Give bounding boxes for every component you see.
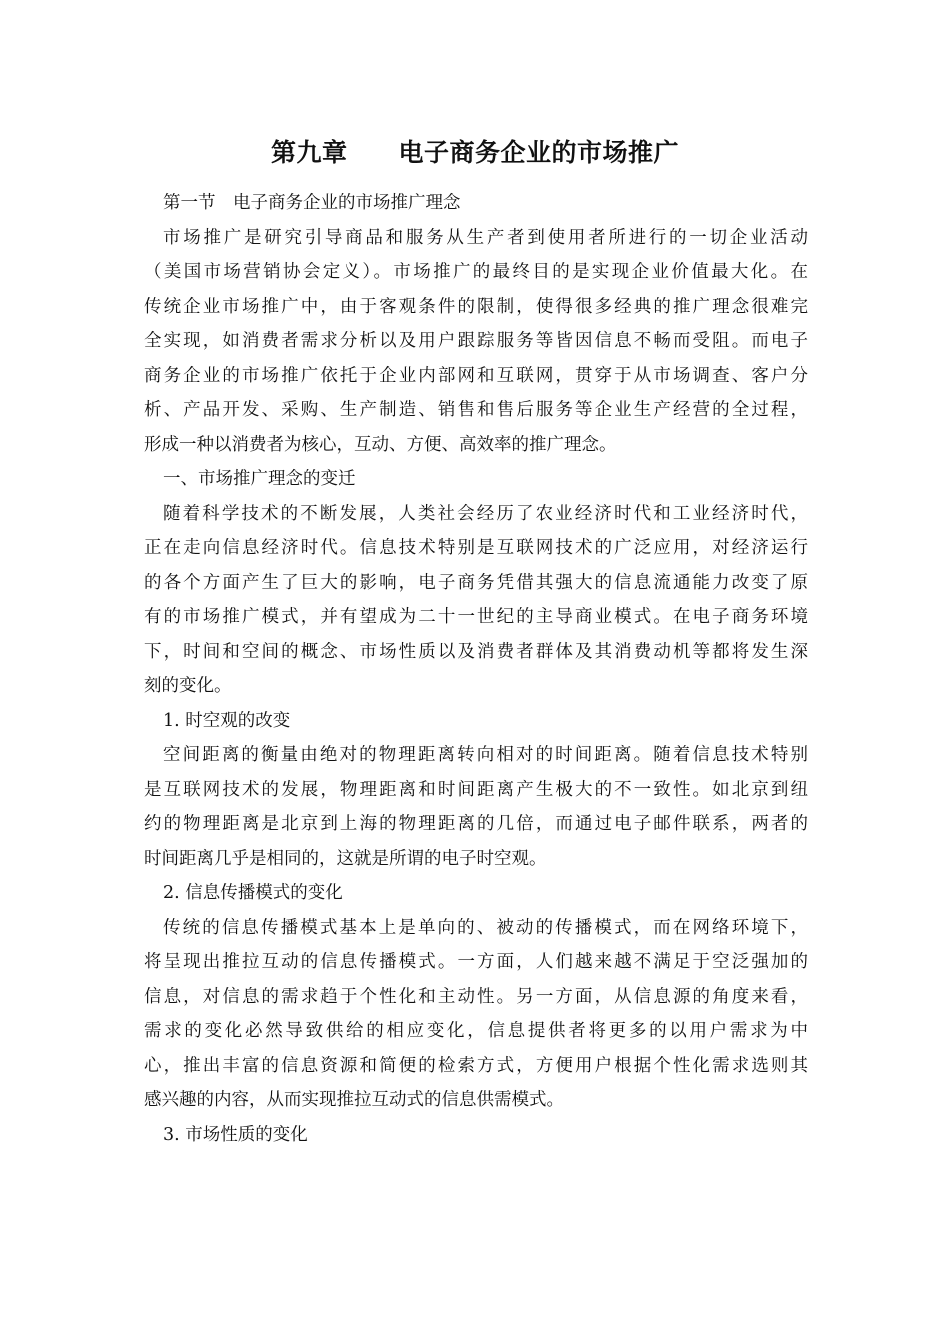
paragraph-line: （美国市场营销协会定义）。市场推广的最终目的是实现企业价值最大化。在	[144, 262, 808, 282]
paragraph-line: 的各个方面产生了巨大的影响，电子商务凭借其强大的信息流通能力改变了原	[144, 572, 808, 593]
paragraph-line: 空间距离的衡量由绝对的物理距离转向相对的时间距离。随着信息技术特别	[163, 745, 808, 765]
paragraph-line: 心，推出丰富的信息资源和简便的检索方式，方便用户根据个性化需求选则其	[144, 1055, 808, 1076]
subsection-heading: 一、市场推广理念的变迁	[163, 469, 356, 489]
paragraph-line: 需求的变化必然导致供给的相应变化，信息提供者将更多的以用户需求为中	[144, 1021, 808, 1041]
paragraph-1	[144, 221, 808, 463]
paragraph-line: 全实现，如消费者需求分析以及用户跟踪服务等皆因信息不畅而受阻。而电子	[144, 331, 808, 351]
item-heading-1: 1. 时空观的改变	[163, 710, 291, 731]
paragraph-line: 信息，对信息的需求趋于个性化和主动性。另一方面，从信息源的角度来看，	[144, 986, 808, 1007]
paragraph-line: 刻的变化。	[144, 676, 232, 696]
paragraph-line: 市场推广是研究引导商品和服务从生产者到使用者所进行的一切企业活动	[163, 227, 808, 248]
paragraph-line: 传统企业市场推广中，由于客观条件的限制，使得很多经典的推广理念很难完	[144, 296, 808, 317]
item-heading-2: 2. 信息传播模式的变化	[163, 883, 343, 903]
document-body	[144, 186, 808, 1152]
paragraph-line: 商务企业的市场推广依托于企业内部网和互联网，贯穿于从市场调查、客户分	[144, 365, 808, 386]
paragraph-line: 正在走向信息经济时代。信息技术特别是互联网技术的广泛应用，对经济运行	[144, 538, 808, 558]
paragraph-line: 时间距离几乎是相同的，这就是所谓的电子时空观。	[144, 848, 547, 869]
paragraph-line: 感兴趣的内容，从而实现推拉互动式的信息供需模式。	[144, 1090, 564, 1110]
section-heading: 第一节 电子商务企业的市场推广理念	[163, 193, 461, 213]
paragraph-3	[144, 738, 808, 876]
paragraph-line: 形成一种以消费者为核心，互动、方便、高效率的推广理念。	[144, 434, 617, 455]
paragraph-line: 下，时间和空间的概念、市场性质以及消费者群体及其消费动机等都将发生深	[144, 641, 808, 662]
chapter-title: 第九章 电子商务企业的市场推广	[270, 138, 679, 167]
paragraph-2	[144, 497, 808, 704]
paragraph-line: 将呈现出推拉互动的信息传播模式。一方面，人们越来越不满足于空泛强加的	[144, 952, 808, 972]
item-heading-3: 3. 市场性质的变化	[163, 1124, 308, 1145]
paragraph-line: 约的物理距离是北京到上海的物理距离的几倍，而通过电子邮件联系，两者的	[144, 814, 808, 834]
paragraph-line: 是互联网技术的发展，物理距离和时间距离产生极大的不一致性。如北京到纽	[144, 779, 808, 800]
paragraph-line: 有的市场推广模式，并有望成为二十一世纪的主导商业模式。在电子商务环境	[144, 607, 808, 627]
paragraph-line: 传统的信息传播模式基本上是单向的、被动的传播模式，而在网络环境下，	[163, 917, 808, 938]
paragraph-4	[144, 911, 808, 1118]
paragraph-line: 随着科学技术的不断发展，人类社会经历了农业经济时代和工业经济时代，	[163, 503, 808, 524]
paragraph-line: 析、产品开发、采购、生产制造、销售和售后服务等企业生产经营的全过程，	[144, 400, 808, 420]
